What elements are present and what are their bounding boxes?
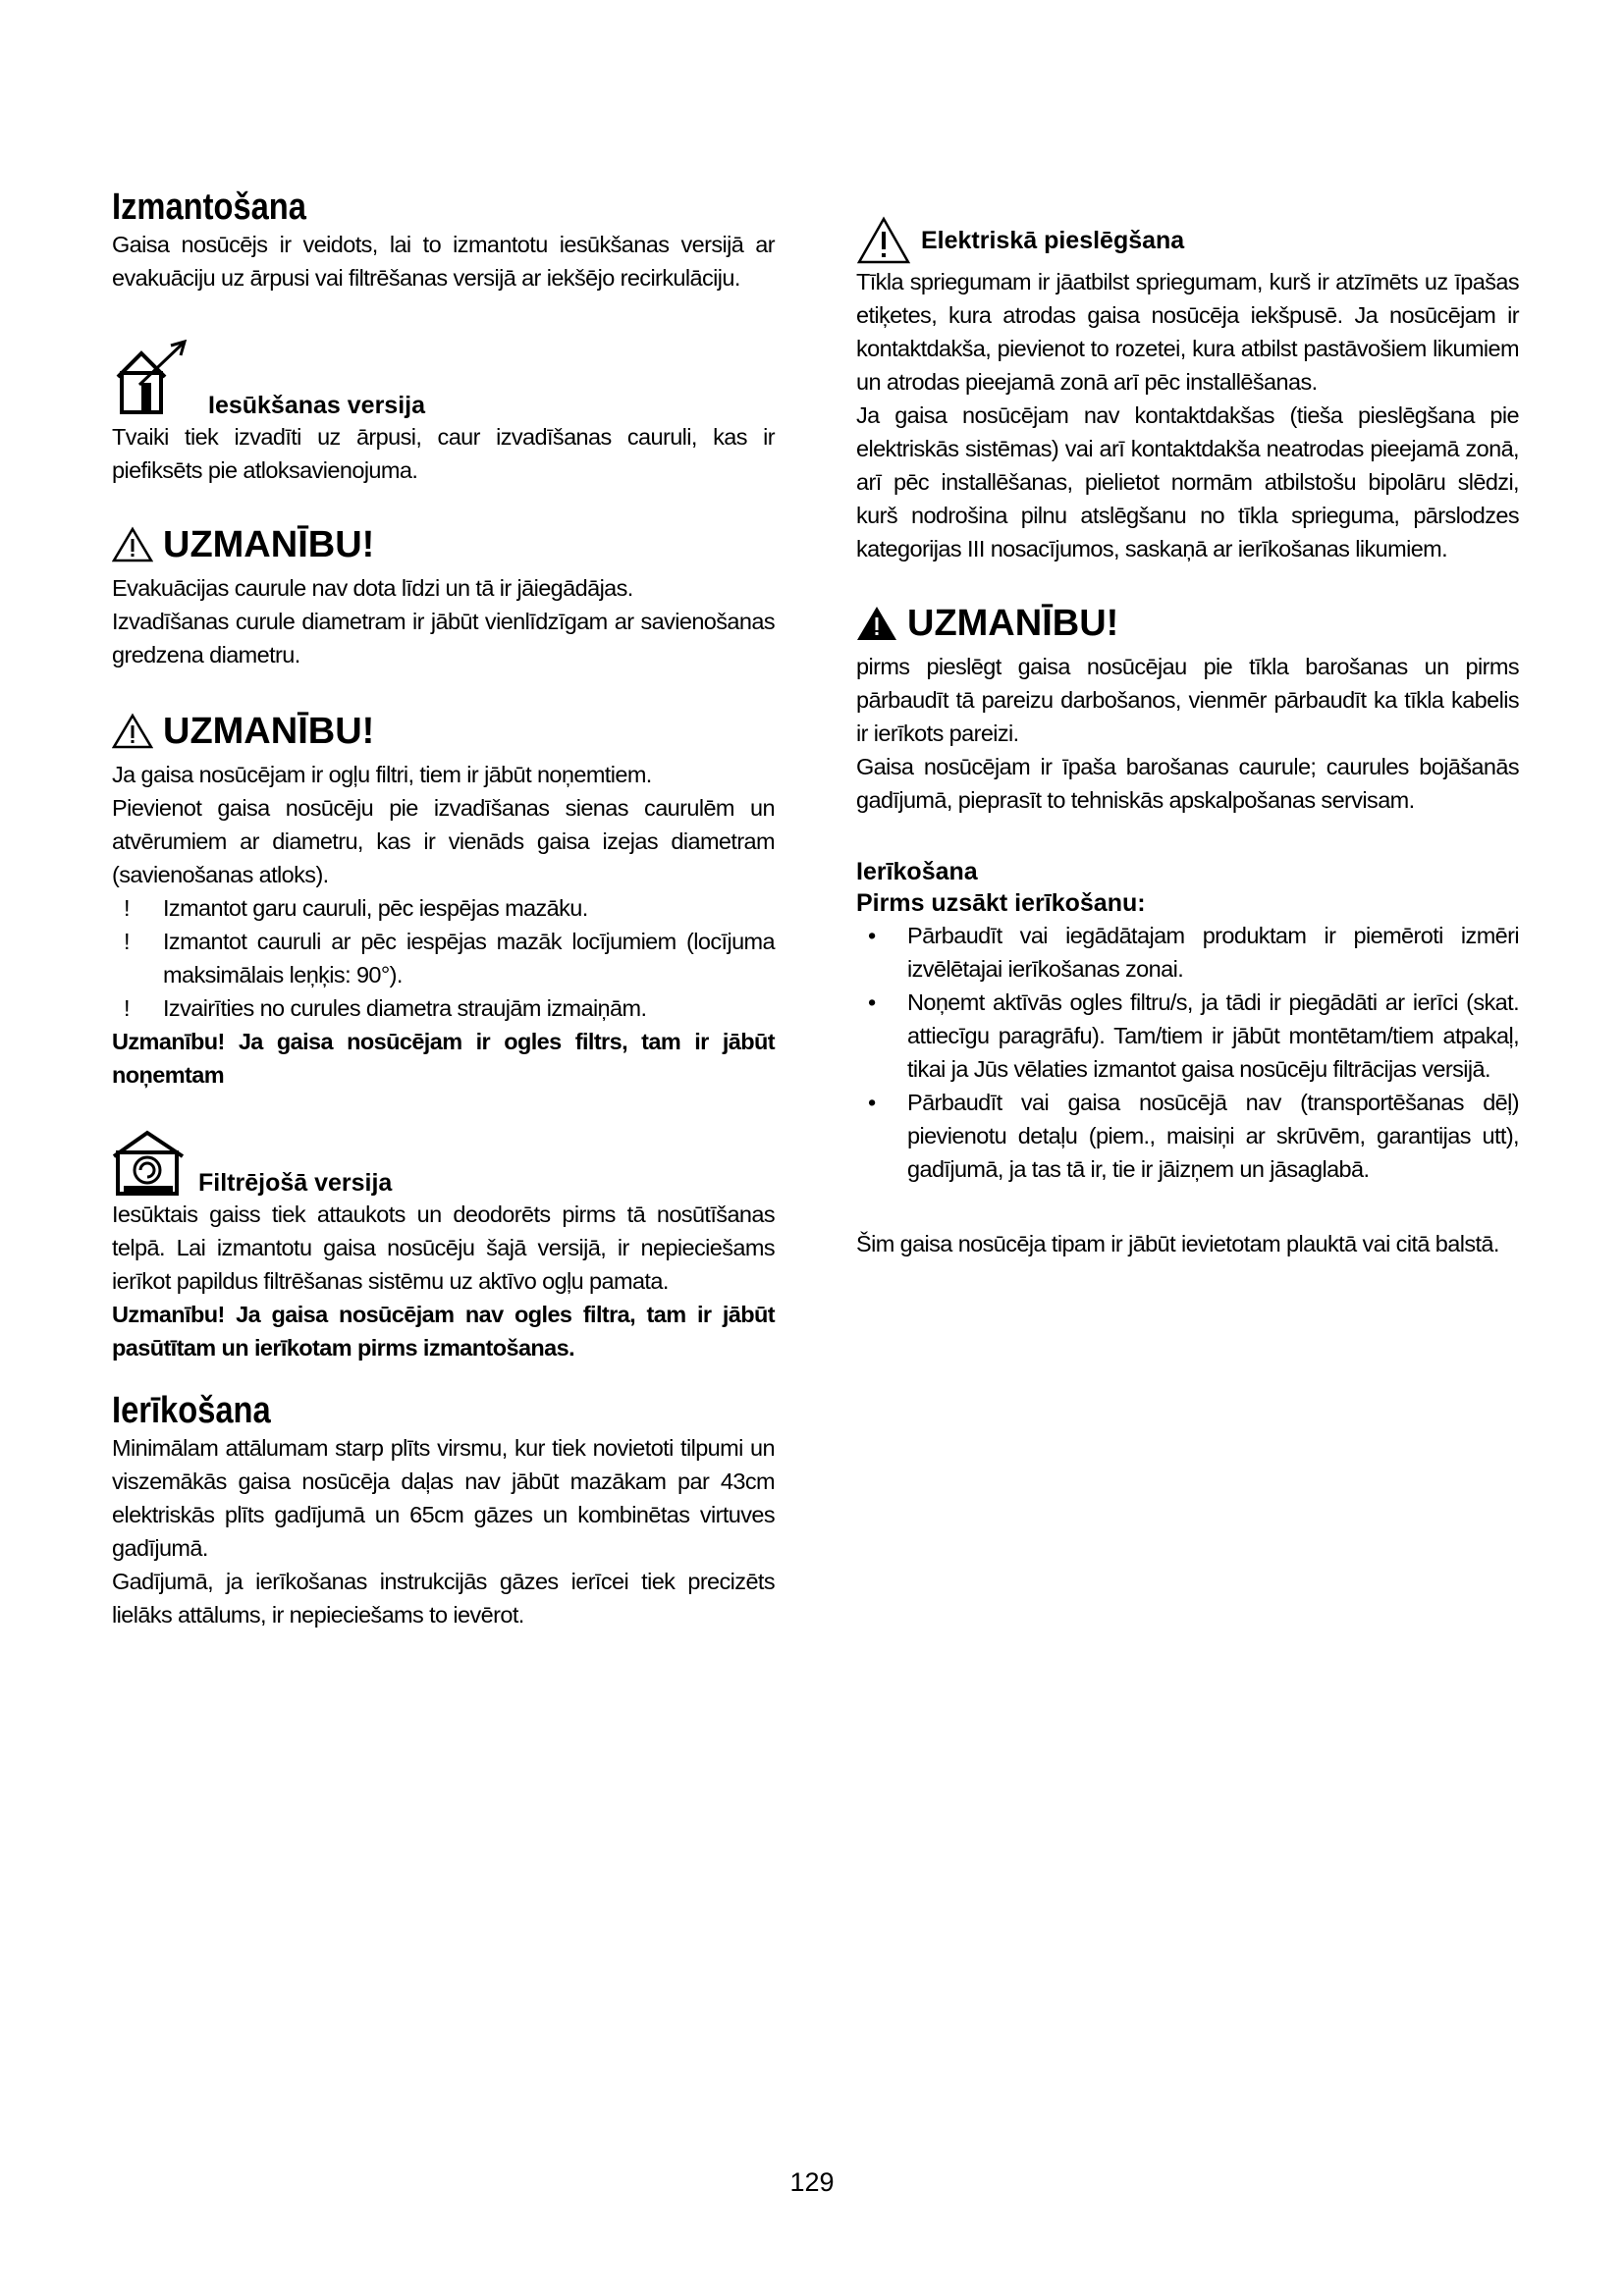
- install-line: Minimālam attālumam starp plīts virsmu, kur tiek novietoti tilpumi un viszemākās gaisa nosūcēja daļas nav jābūt mazākam par 43cm elektriskās plīts gadījumā un 65cm gāzes un kombinētas virtuves gadījumā.: [112, 1435, 775, 1561]
- warning-triangle-outline-icon: [856, 216, 911, 265]
- warning-3-title: UZMANĪBU!: [907, 603, 1119, 644]
- filter-bold: Uzmanību! Ja gaisa nosūcējam nav ogles filtra, tam ir jābūt pasūtītam un ierīkotam pirms izmantošanas.: [112, 1302, 775, 1361]
- warning-heading-1: [112, 524, 775, 565]
- warning-triangle-outline-icon: [112, 526, 153, 563]
- warning-triangle-filled-icon: [856, 605, 897, 642]
- list-item: ! Izvairīties no curules diametra straujām izmaiņām.: [124, 995, 647, 1021]
- warning-2-bold: Uzmanību! Ja gaisa nosūcējam ir ogles filtrs, tam ir jābūt noņemtam: [112, 1029, 775, 1088]
- electrical-title: Elektriskā pieslēgšana: [921, 227, 1185, 254]
- left-column: [112, 187, 775, 1631]
- warning-heading-3: [856, 603, 1519, 644]
- extraction-heading: [112, 340, 775, 420]
- house-filter-icon: [112, 1129, 189, 1198]
- warning-1-line: Evakuācijas caurule nav dota līdzi un tā ir jāiegādājas.: [112, 575, 633, 601]
- warning-2-list: [112, 891, 775, 1025]
- filter-title: Filtrējošā versija: [198, 1169, 393, 1197]
- electrical-line: Tīkla spriegumam ir jāatbilst spriegumam, kurš ir atzīmēts uz īpašas etiķetes, kura atrodas gaisa nosūcēja iekšpusē. Ja nosūcējam ir kontaktdakša, pievienot to rozetei, kura atbilst pastāvošiem likumiem un atrodas pieejamā zonā arī pēc installēšanas.: [856, 269, 1519, 395]
- install-title-right: Ierīkošana: [856, 858, 978, 885]
- list-item: • Noņemt aktīvās ogles filtru/s, ja tādi ir piegādāti ar ierīci (skat. attiecīgu paragrāfu). Tam/tiem ir jābūt montētam/tiem atpakaļ, tikai ja Jūs vēlaties izmantot gaisa nosūcēju filtrācijas versijā.: [868, 989, 1519, 1082]
- warning-2-title: UZMANĪBU!: [163, 711, 375, 752]
- extraction-text: Tvaiki tiek izvadīti uz ārpusi, caur izvadīšanas cauruli, kas ir piefiksēts pie atloksavienojuma.: [112, 424, 775, 483]
- install-title-left: Ierīkošana: [112, 1390, 271, 1431]
- page-number: 129: [789, 2167, 835, 2197]
- warning-1-title: UZMANĪBU!: [163, 524, 375, 565]
- right-column: [856, 216, 1519, 1260]
- warning-triangle-outline-icon: [112, 713, 153, 750]
- electrical-heading: [856, 216, 1519, 265]
- list-item: ! Izmantot garu cauruli, pēc iespējas mazāku.: [124, 895, 588, 921]
- before-install-title: Pirms uzsākt ierīkošanu:: [856, 889, 1146, 917]
- extraction-title: Iesūkšanas versija: [208, 392, 425, 419]
- filter-text: Iesūktais gaiss tiek attaukots un deodorēts pirms tā nosūtīšanas telpā. Lai izmantotu gaisa nosūcēju šajā versijā, ir nepieciešams ierīkot papildus filtrēšanas sistēmu uz aktīvo ogļu pamata.: [112, 1201, 775, 1294]
- list-item: ! Izmantot cauruli ar pēc iespējas mazāk locījumiem (locījuma maksimālais leņķis: 90°).: [124, 929, 775, 988]
- warning-2-line: Pievienot gaisa nosūcēju pie izvadīšanas sienas caurulēm un atvērumiem ar diametru, kas ir vienāds gaisa izejas diametram (savienošanas atloks).: [112, 795, 775, 887]
- warning-heading-2: [112, 711, 775, 752]
- warning-1-line: Izvadīšanas curule diametram ir jābūt vienlīdzīgam ar savienošanas gredzena diametru.: [112, 609, 775, 667]
- closing-text: Šim gaisa nosūcēja tipam ir jābūt ievietotam plauktā vai citā balstā.: [856, 1231, 1499, 1256]
- warning-2-line: Ja gaisa nosūcējam ir ogļu filtri, tiem ir jābūt noņemtiem.: [112, 762, 652, 787]
- install-checklist: [856, 919, 1519, 1186]
- filter-heading: [112, 1129, 775, 1198]
- list-item: • Pārbaudīt vai iegādātajam produktam ir piemēroti izmēri izvēlētajai ierīkošanas zonai.: [868, 923, 1519, 982]
- warning-3-line: Gaisa nosūcējam ir īpaša barošanas caurule; caurules bojāšanās gadījumā, pieprasīt to tehniskās apskalpošanas servisam.: [856, 754, 1519, 813]
- install-line: Gadījumā, ja ierīkošanas instrukcijās gāzes ierīcei tiek precizēts lielāks attālums, ir nepieciešams to ievērot.: [112, 1569, 775, 1628]
- usage-text: Gaisa nosūcējs ir veidots, lai to izmantotu iesūkšanas versijā ar evakuāciju uz ārpusi vai filtrēšanas versijā ar iekšējo recirkulāciju.: [112, 232, 775, 291]
- house-duct-icon: [112, 340, 198, 420]
- electrical-line: Ja gaisa nosūcējam nav kontaktdakšas (tieša pieslēgšana pie elektriskās sistēmas) vai arī kontaktdakša neatrodas pieejamā zonā, arī pēc installēšanas, pielietot normām atbilstošu bipolāru slēdzi, kurš nodrošina pilnu atslēgšanu no tīkla sprieguma, pārslodzes kategorijas III nosacījumos, saskaņā ar ierīkošanas likumiem.: [856, 402, 1519, 561]
- usage-title: Izmantošana: [112, 187, 306, 228]
- warning-3-line: pirms pieslēgt gaisa nosūcējau pie tīkla barošanas un pirms pārbaudīt tā pareizu darbošanos, vienmēr pārbaudīt ka tīkla kabelis ir ierīkots pareizi.: [856, 654, 1519, 746]
- list-item: • Pārbaudīt vai gaisa nosūcējā nav (transportēšanas dēļ) pievienotu detaļu (piem., maisiņi ar skrūvēm, garantijas utt), gadījumā, ja tas tā ir, tie ir jāizņem un jāsaglabā.: [868, 1090, 1519, 1182]
